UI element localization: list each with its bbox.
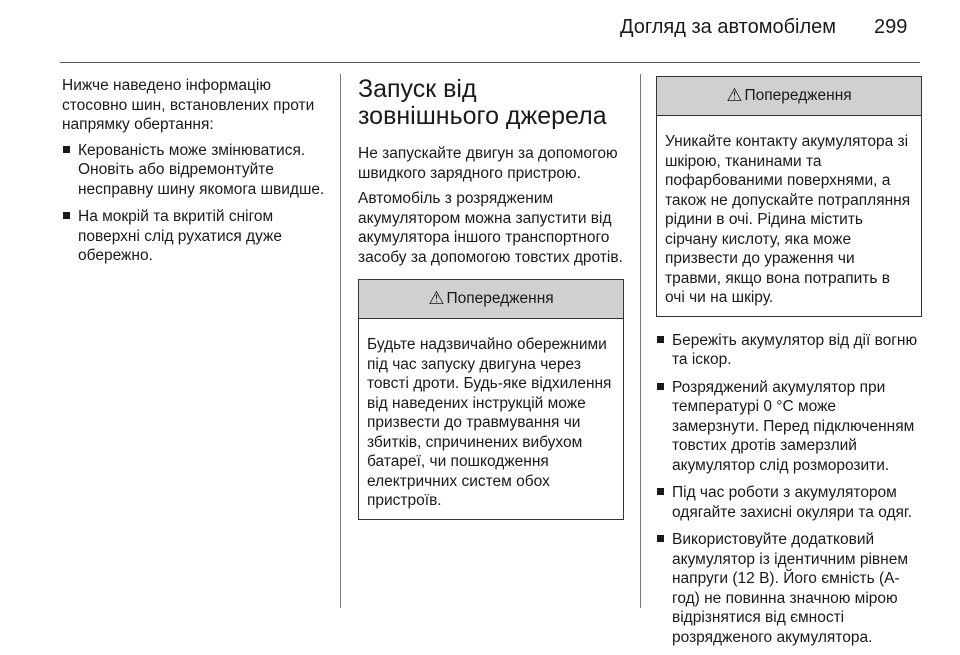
section-heading: Запуск від зовнішнього джерела [358,75,607,130]
list-item: Бережіть акумулятор від дії вогню та іскор. [656,331,922,370]
page-header-title: Догляд за автомобілем [620,16,837,38]
warning-text: Будьте надзвичайно обережними під час запуску двигуна через товсті дроти. Будь-яке відхилення від наведених інструкцій може призвести до травмування чи збитків, спричинених вибухом батареї, чи пошкодження електричних систем обох пристроїв. [367,336,612,509]
warning-header [657,77,921,116]
paragraph: Автомобіль з розрядженим акумулятором можна запустити від акумулятора іншого транспортного засобу за допомогою товстих дротів. [358,190,623,266]
warning-text: Уникайте контакту акумулятора зі шкірою, тканинами та пофарбованими поверхнями, а також не допускайте потрапляння рідини в очі. Рідина містить сірчану кислоту, яка може призвести до ураження чи травми, якщо вона потрапить в очі чи на шкіру. [665,133,911,306]
column-middle [358,76,624,520]
column-right [656,76,922,655]
list-item: Під час роботи з акумулятором одягайте захисні окуляри та одяг. [656,483,922,522]
warning-triangle-icon: ⚠ [726,85,743,106]
warning-triangle-icon: ⚠ [428,288,445,309]
warning-header [359,280,623,319]
warning-title: Попередження [446,290,554,308]
list-item: Використовуйте додатковий акумулятор із ідентичним рівнем напруги (12 В). Його ємність (А-год) не повинна значною мірою відрізнятися від ємності розрядженого акумулятора. [656,530,922,647]
column-divider [340,74,341,608]
page-number: 299 [874,16,908,38]
bullet-list [656,331,922,648]
column-left [62,76,332,274]
column-divider [640,74,641,608]
list-item: Керованість може змінюватися. Оновіть або відремонтуйте несправну шину якомога швидше. [62,141,332,200]
warning-box [656,76,922,317]
header-rule [60,62,920,63]
bullet-list [62,141,332,266]
warning-title: Попередження [744,87,852,105]
list-item: На мокрій та вкритій снігом поверхні слід рухатися дуже обережно. [62,207,332,266]
paragraph: Не запускайте двигун за допомогою швидкого зарядного пристрою. [358,145,618,182]
intro-paragraph: Нижче наведено інформацію стосовно шин, встановлених проти напрямку обертання: [62,77,315,133]
list-item: Розряджений акумулятор при температурі 0 °C може замерзнути. Перед підключенням товстих дротів замерзлий акумулятор слід розморозити. [656,378,922,476]
warning-box [358,279,624,520]
